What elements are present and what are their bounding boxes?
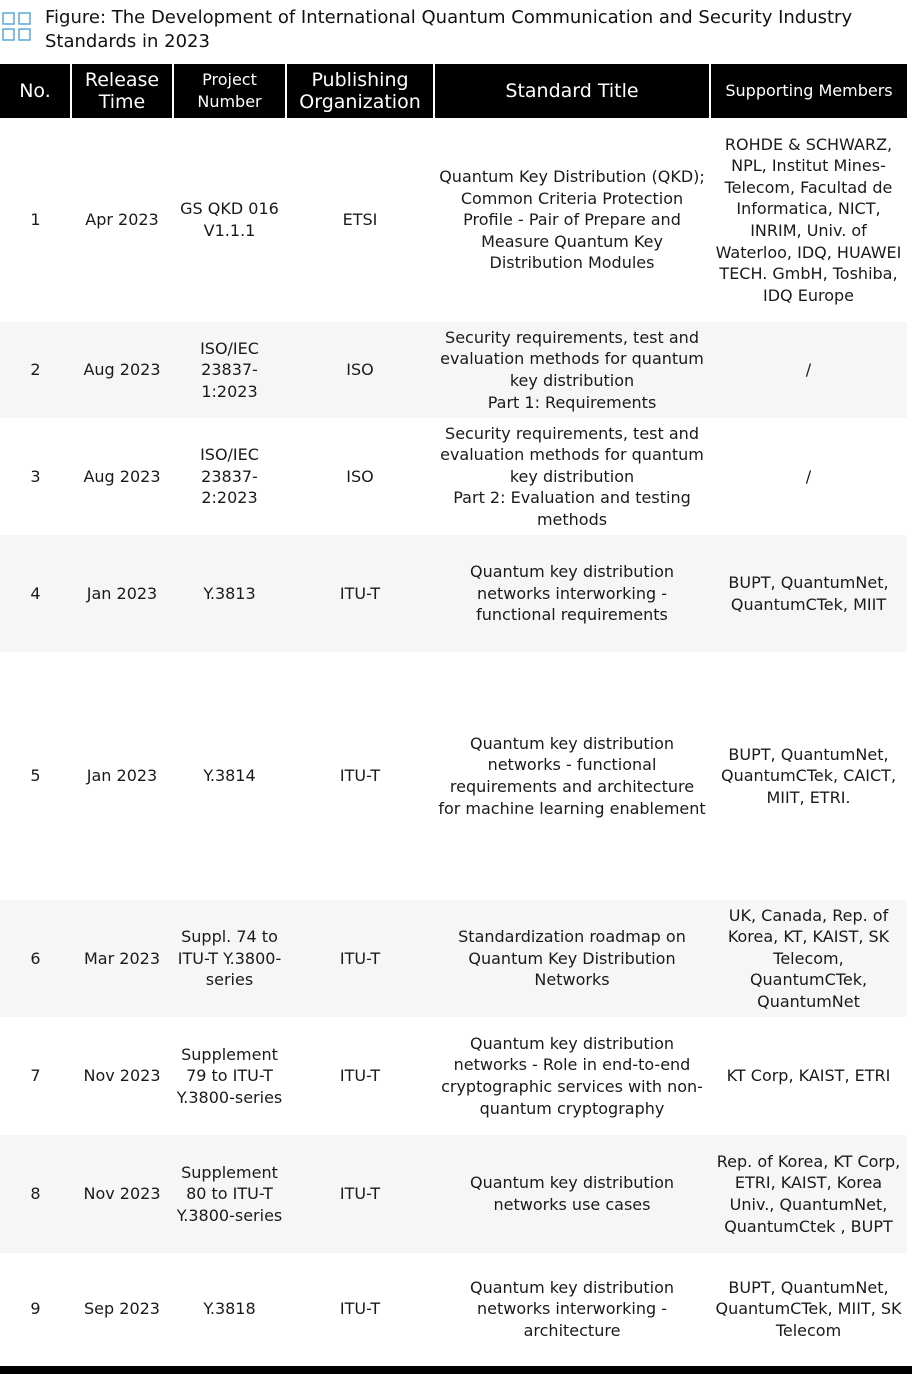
cell-release-time: Aug 2023: [83, 466, 161, 486]
cell-release-time: Jan 2023: [86, 766, 158, 786]
cell-publishing-organization: ITU-T: [339, 766, 381, 786]
cell-no: 7: [30, 1066, 41, 1086]
cell-release-time: Nov 2023: [83, 1066, 161, 1086]
cell-supporting-members: /: [710, 322, 907, 418]
cell-standard-title: Quantum key distribution networks interworking - architecture: [469, 1277, 675, 1340]
table-row: [0, 322, 907, 418]
cell-supporting-members: BUPT, QuantumNet, QuantumCTek, MIIT, SK Telecom: [715, 1277, 902, 1340]
cell-standard-title: Standardization roadmap on Quantum Key Distribution Networks: [434, 900, 710, 1017]
cell-no: 3: [30, 466, 41, 486]
cell-supporting-members: ROHDE & SCHWARZ, NPL, Institut Mines-Telecom, Facultad de Informatica, NICT, INRIM, Univ. of Waterloo, IDQ, HUAWEI TECH. GmbH, Toshiba, IDQ Europe: [715, 134, 902, 305]
cell-standard-title: Quantum key distribution networks - functional requirements and architecture for machine learning enablement: [438, 733, 706, 818]
table-body: [0, 118, 907, 1365]
header-supporting-members: Supporting Members: [710, 64, 907, 118]
cell-project-number: Supplement 80 to ITU-T Y.3800-series: [173, 1135, 286, 1253]
cell-standard-title: Quantum key distribution networks use cases: [434, 1135, 710, 1253]
cell-project-number: ISO/IEC 23837-2:2023: [200, 445, 259, 508]
cell-no: 4: [0, 535, 71, 652]
cell-supporting-members: /: [805, 466, 812, 486]
cell-standard-title: Security requirements, test and evaluation methods for quantum key distribution Part 1: Requirements: [434, 322, 710, 418]
table-header: [0, 64, 907, 118]
header-standard-title: Standard Title: [434, 64, 710, 118]
table-row: [0, 535, 907, 652]
cell-no: 2: [0, 322, 71, 418]
cell-project-number: Y.3813: [173, 535, 286, 652]
cell-publishing-organization: ITU-T: [286, 900, 434, 1017]
header-release-time: Release Time: [71, 64, 173, 118]
cell-standard-title: Quantum key distribution networks - Role in end-to-end cryptographic services with non-quantum cryptography: [441, 1033, 703, 1118]
table-row: [0, 900, 907, 1017]
cell-no: 5: [30, 766, 41, 786]
cell-release-time: Mar 2023: [71, 900, 173, 1017]
cell-project-number: Supplement 79 to ITU-T Y.3800-series: [176, 1044, 283, 1107]
cell-release-time: Apr 2023: [85, 210, 159, 230]
cell-supporting-members: BUPT, QuantumNet, QuantumCTek, MIIT: [710, 535, 907, 652]
cell-publishing-organization: ITU-T: [286, 1135, 434, 1253]
cell-publishing-organization: ISO: [286, 322, 434, 418]
cell-supporting-members: Rep. of Korea, KT Corp, ETRI, KAIST, Korea Univ., QuantumNet, QuantumCtek , BUPT: [710, 1135, 907, 1253]
table-row: [0, 652, 907, 900]
cell-project-number: ISO/IEC 23837-1:2023: [173, 322, 286, 418]
header-project-number: Project Number: [173, 64, 286, 118]
cell-no: 8: [0, 1135, 71, 1253]
cell-release-time: Sep 2023: [84, 1299, 160, 1319]
cell-standard-title: Quantum Key Distribution (QKD); Common Criteria Protection Profile - Pair of Prepare and Measure Quantum Key Distribution Modules: [439, 167, 705, 273]
figure-header: [0, 0, 912, 64]
cell-no: 6: [0, 900, 71, 1017]
cell-publishing-organization: ITU-T: [339, 1299, 381, 1319]
cell-standard-title: Quantum key distribution networks interworking - functional requirements: [434, 535, 710, 652]
cell-publishing-organization: ITU-T: [339, 1066, 381, 1086]
cell-publishing-organization: ITU-T: [286, 535, 434, 652]
cell-project-number: Y.3818: [203, 1299, 256, 1319]
table-row: [0, 418, 907, 535]
cell-publishing-organization: ISO: [346, 466, 374, 486]
cell-supporting-members: UK, Canada, Rep. of Korea, KT, KAIST, SK Telecom, QuantumCTek, QuantumNet: [710, 900, 907, 1017]
grid-squares-icon: [2, 12, 32, 42]
header-no: No.: [0, 64, 71, 118]
cell-project-number: Suppl. 74 to ITU-T Y.3800-series: [173, 900, 286, 1017]
cell-standard-title: Security requirements, test and evaluation methods for quantum key distribution Part 2: Evaluation and testing methods: [440, 423, 704, 529]
cell-project-number: Y.3814: [203, 766, 256, 786]
table-row: [0, 118, 907, 322]
table-bottom-rule: [0, 1366, 912, 1374]
cell-supporting-members: KT Corp, KAIST, ETRI: [726, 1066, 891, 1086]
table-row: [0, 1135, 907, 1253]
cell-supporting-members: BUPT, QuantumNet, QuantumCTek, CAICT, MIIT, ETRI.: [720, 744, 897, 807]
cell-no: 9: [30, 1299, 41, 1319]
table-row: [0, 1017, 907, 1135]
standards-table: [0, 64, 907, 1365]
header-publishing-organization: Publishing Organization: [286, 64, 434, 118]
cell-project-number: GS QKD 016 V1.1.1: [180, 199, 279, 240]
cell-publishing-organization: ETSI: [342, 210, 378, 230]
table-row: [0, 1253, 907, 1365]
figure-caption: Figure: The Development of International Quantum Communication and Security Industry Standards in 2023: [45, 7, 853, 52]
cell-release-time: Nov 2023: [71, 1135, 173, 1253]
cell-release-time: Aug 2023: [71, 322, 173, 418]
header-row: [0, 64, 907, 118]
cell-release-time: Jan 2023: [71, 535, 173, 652]
cell-no: 1: [30, 210, 41, 230]
